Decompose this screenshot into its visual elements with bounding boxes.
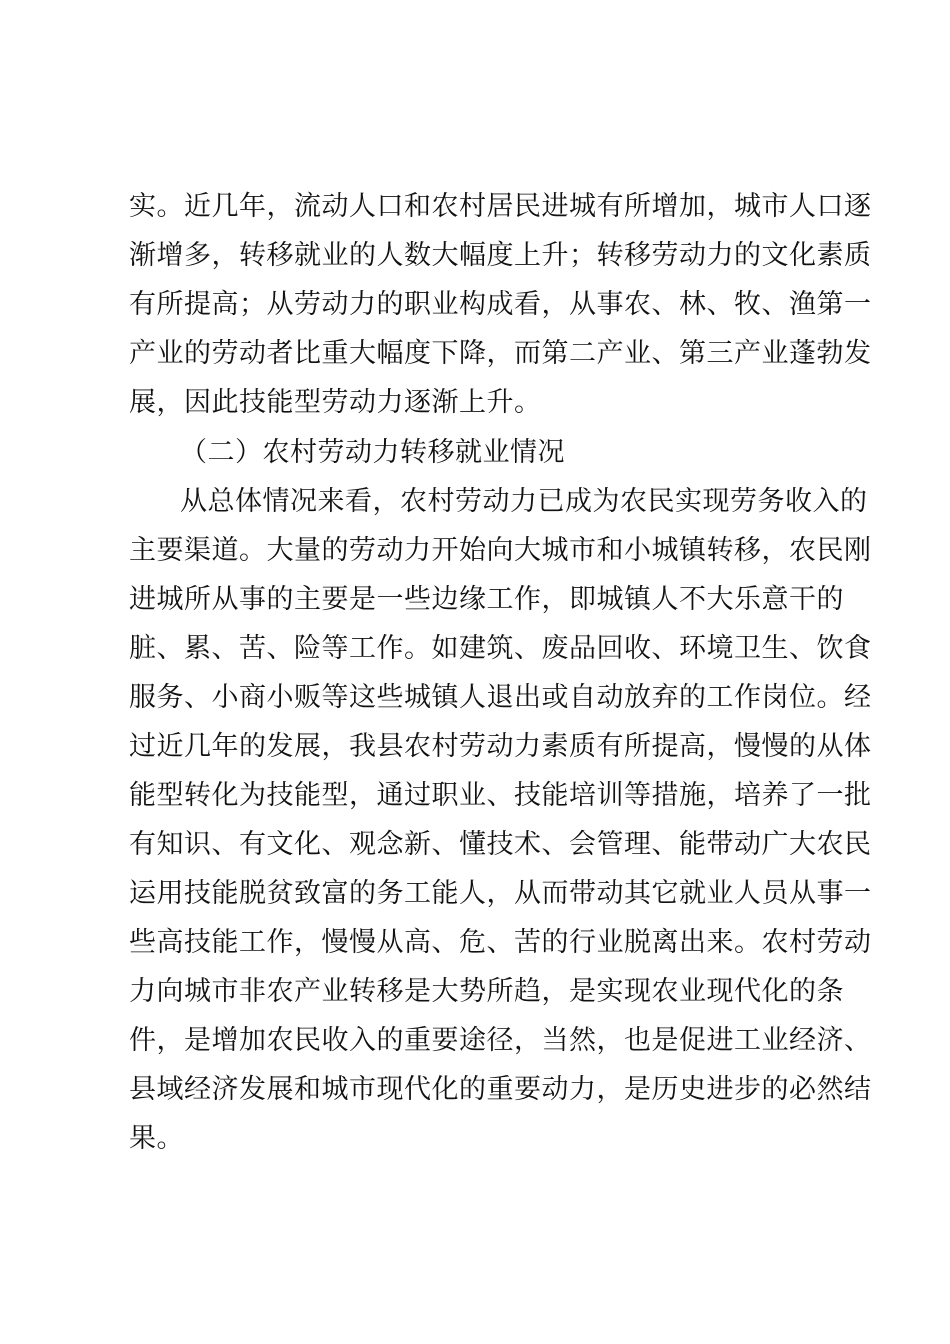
section-heading: （二）农村劳动力转移就业情况 xyxy=(180,437,565,468)
paragraph-line: 有所提高；从劳动力的职业构成看，从事农、林、牧、渔第一 xyxy=(129,289,872,320)
paragraph-line: 些高技能工作，慢慢从高、危、苦的行业脱离出来。农村劳动 xyxy=(129,927,872,958)
paragraph-line: 力向城市非农产业转移是大势所趋，是实现农业现代化的条 xyxy=(129,976,844,1007)
paragraph-line: 实。近几年，流动人口和农村居民进城有所增加，城市人口逐 xyxy=(129,191,872,222)
paragraph-line: 渐增多，转移就业的人数大幅度上升；转移劳动力的文化素质 xyxy=(129,240,872,271)
paragraph-line: 件，是增加农民收入的重要途径，当然，也是促进工业经济、 xyxy=(129,1025,872,1056)
paragraph-line: 主要渠道。大量的劳动力开始向大城市和小城镇转移，农民刚 xyxy=(129,535,872,566)
paragraph-line: 服务、小商小贩等这些城镇人退出或自动放弃的工作岗位。经 xyxy=(129,682,872,713)
paragraph-line: 能型转化为技能型，通过职业、技能培训等措施，培养了一批 xyxy=(129,780,872,811)
paragraph-line: 果。 xyxy=(129,1123,184,1154)
paragraph-line: 进城所从事的主要是一些边缘工作，即城镇人不大乐意干的 xyxy=(129,584,844,615)
paragraph-line: 产业的劳动者比重大幅度下降，而第二产业、第三产业蓬勃发 xyxy=(129,338,872,369)
paragraph-line: 脏、累、苦、险等工作。如建筑、废品回收、环境卫生、饮食 xyxy=(129,633,872,664)
paragraph-line: 从总体情况来看，农村劳动力已成为农民实现劳务收入的 xyxy=(180,486,868,517)
paragraph-line: 过近几年的发展，我县农村劳动力素质有所提高，慢慢的从体 xyxy=(129,731,872,762)
paragraph-line: 展，因此技能型劳动力逐渐上升。 xyxy=(129,387,542,418)
paragraph-line: 有知识、有文化、观念新、懂技术、会管理、能带动广大农民 xyxy=(129,829,872,860)
paragraph-line: 县域经济发展和城市现代化的重要动力，是历史进步的必然结 xyxy=(129,1074,872,1105)
paragraph-line: 运用技能脱贫致富的务工能人，从而带动其它就业人员从事一 xyxy=(129,878,872,909)
